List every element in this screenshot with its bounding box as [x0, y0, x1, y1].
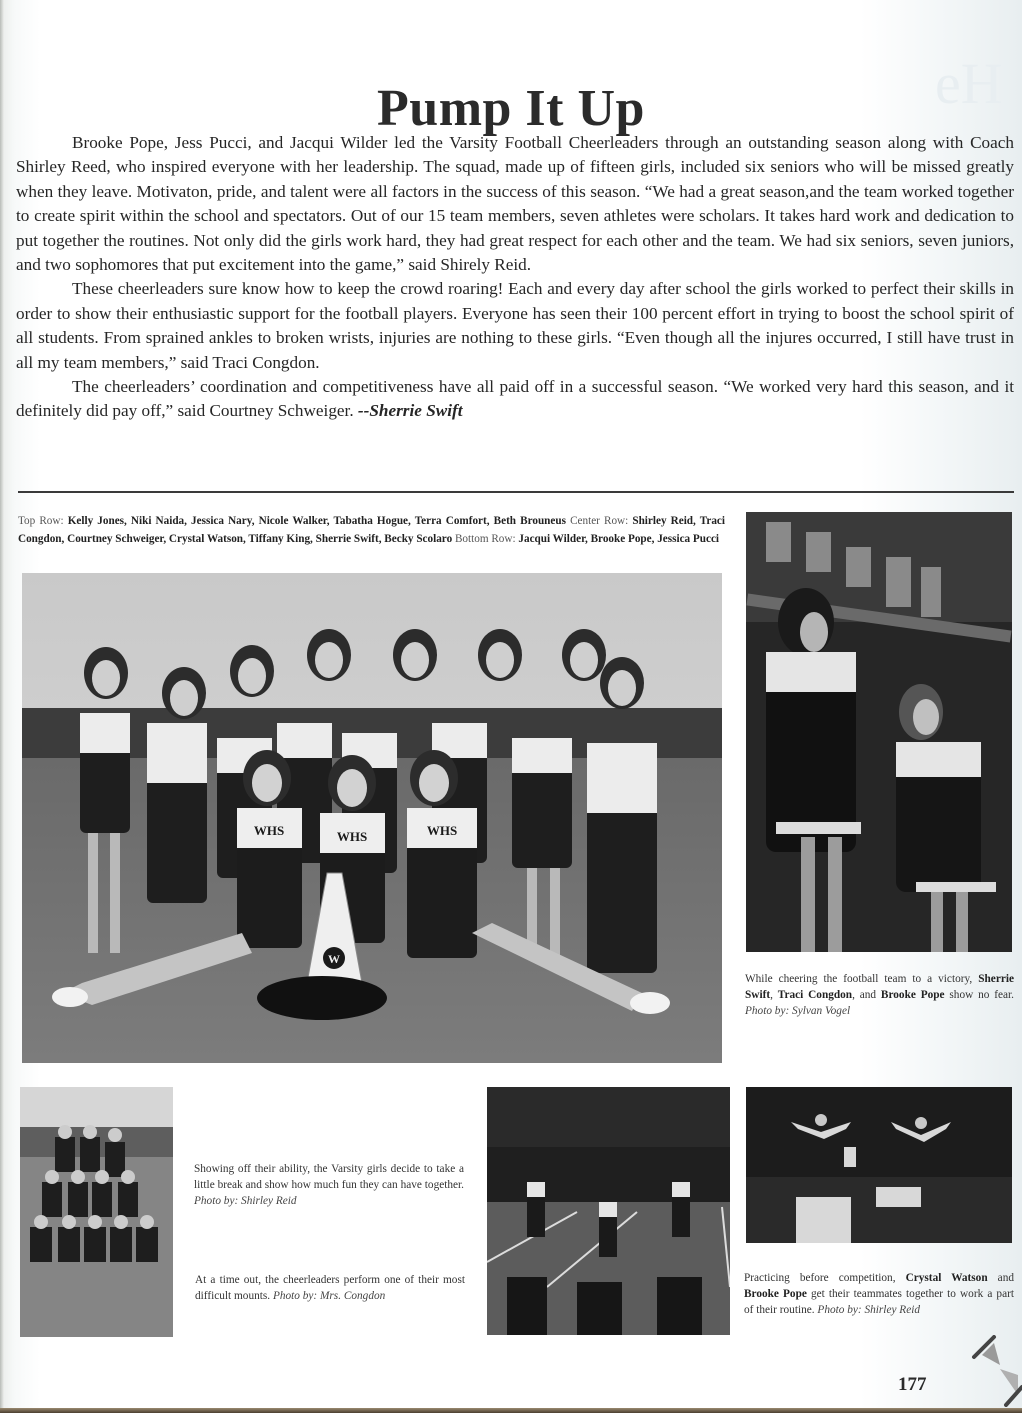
row-label: Center Row:: [570, 515, 629, 527]
photo-credit: Photo by: Shirley Reid: [817, 1304, 921, 1317]
caption-text: Showing off their ability, the Varsity girls decide to take a little break and show how much fun they can have together.: [194, 1163, 464, 1192]
bleed-through-text: eH: [935, 51, 1003, 116]
article-paragraph: These cheerleaders sure know how to keep the crowd roaring! Each and every day after school the girls worked to perfect their skills in order to show their enthusiastic support for the football players. Everyone has seen their 100 percent effort in trying to boost the school spirit of all students. From sprained ankles to broken wrists, injuries are nothing to these girls. “Even though all the injures occurred, I still have trust in all my team members,” said Traci Congdon.: [16, 279, 1014, 372]
article-paragraph: [16, 375, 1014, 424]
caption-text: and: [987, 1272, 1014, 1284]
row-names: Shirley Reid, Traci Congdon, Courtney Schweiger, Crystal Watson, Tiffany King, Sherrie Swift, Becky Scolaro: [18, 515, 725, 545]
photo-credit: Photo by: Mrs. Congdon: [272, 1290, 386, 1303]
caption-text: ,: [770, 989, 778, 1002]
uniform-lettering: WHS: [426, 823, 458, 838]
page-number: 177: [898, 1374, 927, 1395]
row-label: Bottom Row:: [454, 532, 516, 545]
page-binding-edge: [0, 0, 4, 1413]
caption-name: Traci Congdon: [777, 989, 853, 1002]
sideline-photo-caption: [745, 971, 1014, 1020]
paragraph-text: The cheerleaders’ coordination and competitiveness have all paid off in a successful season. “We worked very hard this season, and it definitely did pay off,” said Courtney Schweiger.: [16, 377, 1014, 421]
caption-name: Sherrie Swift: [745, 973, 1014, 1002]
pyramid-photo-caption: [194, 1161, 464, 1210]
caption-text: At a time out, the cheerleaders perform one of their most difficult mounts.: [195, 1274, 465, 1303]
caption-text: While cheering the football team to a victory,: [745, 973, 979, 985]
mount-photo-caption: [195, 1272, 465, 1304]
caption-text: show no fear.: [944, 989, 1014, 1002]
caption-text: get their teammates together to work a part of their routine.: [744, 1288, 1014, 1317]
author-byline: --Sherrie Swift: [357, 401, 463, 421]
article-paragraph: Brooke Pope, Jess Pucci, and Jacqui Wilder led the Varsity Football Cheerleaders through an outstanding season along with Coach Shirley Reed, who inspired everyone with her leadership. The squad, made up of fifteen girls, included six seniors who will be missed greatly when they leave. Motivaton, pride, and talent were all factors in the success of this season. “We had a great season,and the team worked together to create spirit within the school and spectators. Out of our 15 team members, seven athletes were scholars. It takes hard work and dedication to put together the routines. Not only did the girls work hard, they had great respect for each other and the team. We had six seniors, seven juniors, and two sophomores that put excitement into the game,” said Shirely Reid.: [16, 133, 1014, 275]
hourglass-icon: [968, 1335, 1022, 1407]
caption-text: , and: [852, 989, 881, 1002]
page-bottom-edge: [0, 1408, 1022, 1413]
section-divider: [18, 491, 1014, 493]
arena-practice-photo: [746, 1087, 1012, 1243]
stadium-mount-photo: [487, 1087, 730, 1335]
megaphone-letter: W: [328, 952, 340, 966]
pyramid-photo: [20, 1087, 173, 1337]
photo-credit: Photo by: Sylvan Vogel: [745, 1005, 851, 1018]
cheering-sideline-photo: [746, 512, 1012, 952]
article-body: [16, 131, 1014, 424]
row-label: Top Row:: [18, 515, 64, 527]
photo-credit: Photo by: Shirley Reid: [194, 1195, 297, 1208]
row-names: Kelly Jones, Niki Naida, Jessica Nary, Nicole Walker, Tabatha Hogue, Terra Comfort, Beth Brouneus: [67, 515, 566, 527]
uniform-lettering: WHS: [336, 829, 368, 844]
practice-photo-caption: [744, 1270, 1014, 1319]
team-group-photo: [22, 573, 722, 1063]
caption-name: Brooke Pope: [880, 989, 945, 1002]
uniform-lettering: WHS: [253, 823, 285, 838]
row-names: Jacqui Wilder, Brooke Pope, Jessica Pucci: [518, 532, 720, 545]
caption-name: Crystal Watson: [905, 1272, 988, 1284]
caption-text: Practicing before competition,: [744, 1272, 906, 1284]
team-roster-caption: [18, 513, 725, 548]
caption-name: Brooke Pope: [744, 1288, 807, 1301]
page-title: Pump It Up: [377, 79, 645, 137]
